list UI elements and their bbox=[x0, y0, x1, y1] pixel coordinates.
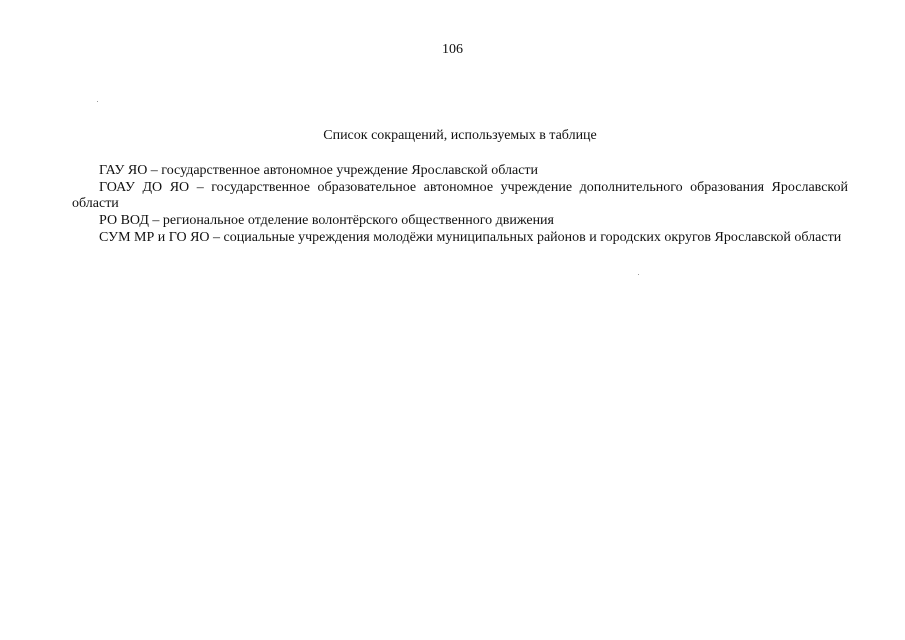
abbreviation-item: РО ВОД – региональное отделение волонтёрского общественного движения bbox=[99, 212, 554, 228]
scan-speck bbox=[638, 274, 639, 275]
scan-speck bbox=[97, 101, 98, 102]
abbreviation-item: ГОАУ ДО ЯО – государственное образовательное автономное учреждение дополнительного образования Ярославской области bbox=[72, 180, 848, 211]
abbreviations-title: Список сокращений, используемых в таблице bbox=[323, 128, 597, 143]
abbreviation-item: СУМ МР и ГО ЯО – социальные учреждения молодёжи муниципальных районов и городских округов Ярославской области bbox=[99, 229, 842, 245]
page-number: 106 bbox=[442, 42, 463, 57]
abbreviations-list bbox=[72, 163, 848, 247]
abbreviation-item: ГАУ ЯО – государственное автономное учреждение Ярославской области bbox=[99, 163, 539, 178]
